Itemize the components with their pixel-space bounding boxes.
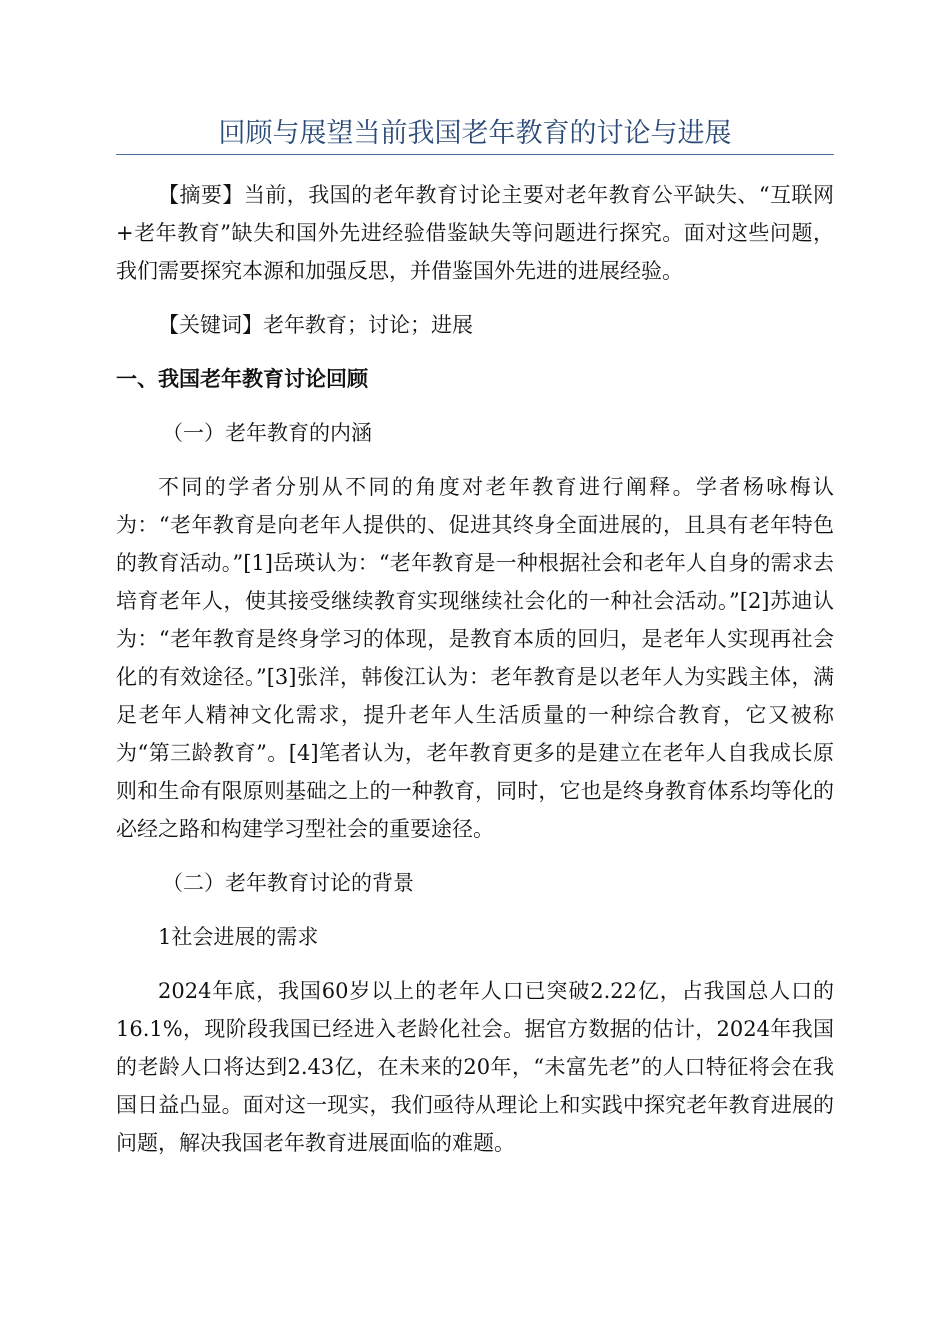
- item-heading: 1社会进展的需求: [158, 925, 319, 949]
- subsection-heading: （二）老年教育讨论的背景: [162, 871, 414, 895]
- section-heading: 一、我国老年教育讨论回顾: [116, 367, 368, 391]
- keywords-paragraph: 【关键词】老年教育；讨论；进展: [158, 313, 473, 337]
- document-title: 回顾与展望当前我国老年教育的讨论与进展: [218, 118, 732, 149]
- document-body: [116, 176, 834, 1162]
- abstract-paragraph: 【摘要】当前，我国的老年教育讨论主要对老年教育公平缺失、“互联网+老年教育”缺失和国外先进经验借鉴缺失等问题进行探究。面对这些问题，我们需要探究本源和加强反思，并借鉴国外先进的进展经验。: [116, 183, 834, 283]
- title-underline: [116, 154, 834, 155]
- subsection-heading: （一）老年教育的内涵: [162, 421, 372, 445]
- body-paragraph: 不同的学者分别从不同的角度对老年教育进行阐释。学者杨咏梅认为：“老年教育是向老年人提供的、促进其终身全面进展的，且具有老年特色的教育活动。”[1]岳瑛认为：“老年教育是一种根据社会和老年人自身的需求去培育老年人，使其接受继续教育实现继续社会化的一种社会活动。”[2]苏迪认为：“老年教育是终身学习的体现，是教育本质的回归，是老年人实现再社会化的有效途径。”[3]张洋，韩俊江认为：老年教育是以老年人为实践主体，满足老年人精神文化需求，提升老年人生活质量的一种综合教育，它又被称为“第三龄教育”。[4]笔者认为，老年教育更多的是建立在老年人自我成长原则和生命有限原则基础之上的一种教育，同时，它也是终身教育体系均等化的必经之路和构建学习型社会的重要途径。: [116, 475, 834, 841]
- body-paragraph: 2024年底，我国60岁以上的老年人口已突破2.22亿，占我国总人口的16.1%，现阶段我国已经进入老龄化社会。据官方数据的估计，2024年我国的老龄人口将达到2.43亿，在未来的20年，“未富先老”的人口特征将会在我国日益凸显。面对这一现实，我们亟待从理论上和实践中探究老年教育进展的问题，解决我国老年教育进展面临的难题。: [116, 979, 834, 1155]
